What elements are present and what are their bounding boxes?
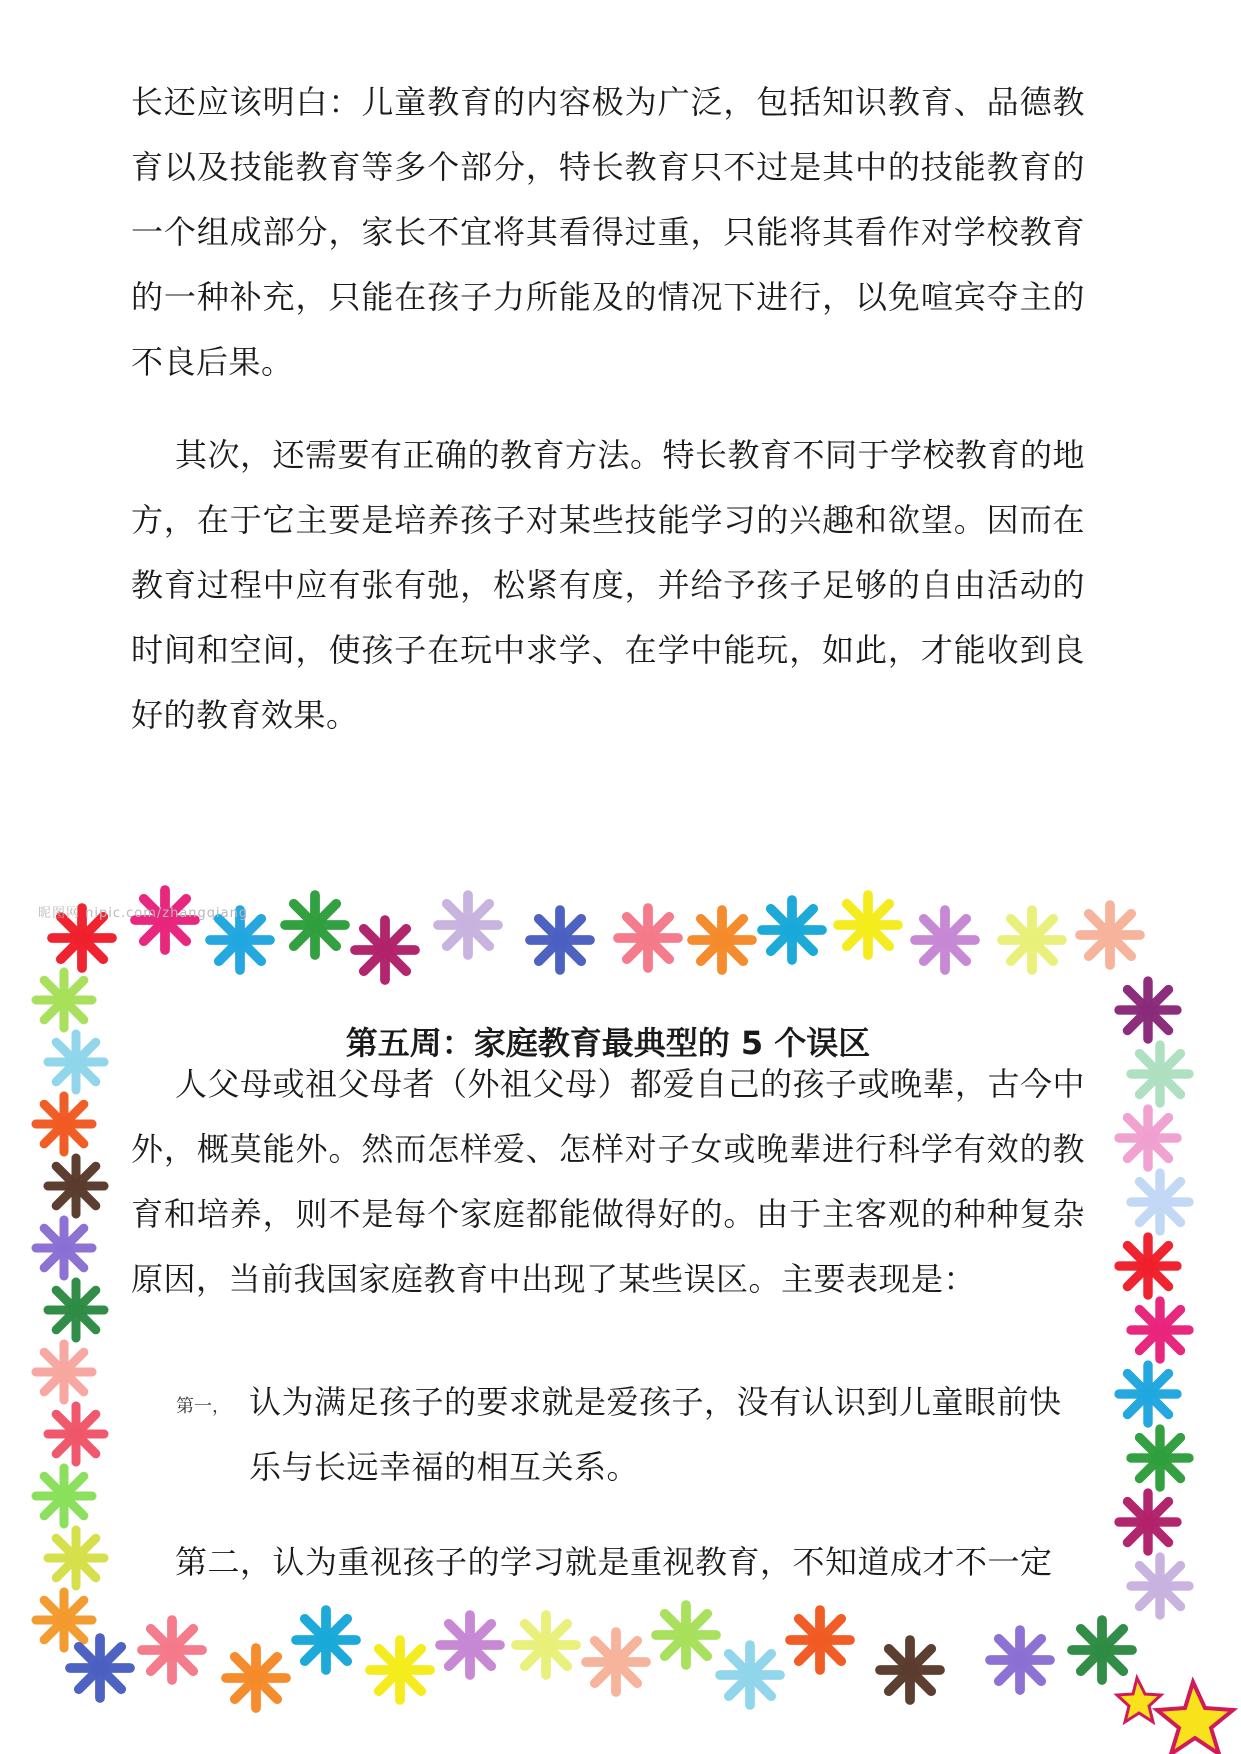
flower-icon (142, 1620, 202, 1680)
flower-icon (1131, 1045, 1189, 1103)
flower-icon (36, 1344, 92, 1400)
flower-icon (1080, 905, 1140, 965)
flower-icon (516, 1615, 576, 1675)
flower-icon (1131, 1301, 1189, 1359)
flower-icon (838, 895, 898, 955)
flower-icon (692, 910, 752, 970)
list-item-marker: 第一， (176, 1396, 230, 1417)
flower-icon (370, 1640, 430, 1700)
flower-icon (762, 900, 822, 960)
flower-icon (1119, 1365, 1177, 1423)
flower-icon (70, 1638, 130, 1698)
flower-icon (48, 1282, 104, 1338)
flower-icon (48, 1530, 104, 1586)
flower-icon (36, 1592, 92, 1648)
flower-icon (790, 1610, 850, 1670)
flower-icon (440, 1615, 500, 1675)
flower-icon (48, 1034, 104, 1090)
flower-icon (1131, 1173, 1189, 1231)
flower-icon (36, 1096, 92, 1152)
flower-icon (226, 1648, 286, 1708)
flower-icon (48, 1406, 104, 1462)
flower-icon (355, 920, 415, 980)
flower-icon (1119, 1493, 1177, 1551)
flower-icon (36, 1220, 92, 1276)
flower-icon (720, 1645, 780, 1705)
star-icon (1111, 1674, 1241, 1754)
body-paragraph-1: 长还应该明白：儿童教育的内容极为广泛，包括知识教育、品德教育以及技能教育等多个部分，特长教育只不过是其中的技能教育的一个组成部分，家长不宜将其看得过重，只能将其看作对学校教育的一种补充，只能在孩子力所能及的情况下进行，以免喧宾夺主的不良后果。 (131, 83, 1085, 381)
flower-icon (880, 1640, 940, 1700)
flower-icon (36, 972, 92, 1028)
flower-icon (1119, 1237, 1177, 1295)
body-paragraph-4: 第二，认为重视孩子的学习就是重视教育，不知道成才不一定 (175, 1543, 1053, 1581)
watermark: 昵图网 nipic.com/zhangqiang (38, 906, 249, 921)
flower-icon (990, 1630, 1050, 1690)
flower-icon (36, 1468, 92, 1524)
list-item-text: 认为满足孩子的要求就是爱孩子，没有认识到儿童眼前快乐与长远幸福的相互关系。 (249, 1383, 1062, 1486)
section-title: 第五周：家庭教育最典型的 5 个误区 (345, 1024, 871, 1062)
flower-icon (438, 895, 498, 955)
flower-icon (1002, 910, 1062, 970)
flower-icon (915, 910, 975, 970)
body-paragraph-2: 其次，还需要有正确的教育方法。特长教育不同于学校教育的地方，在于它主要是培养孩子对某些技能学习的兴趣和欲望。因而在教育过程中应有张有弛，松紧有度，并给予孩子足够的自由活动的时间和空间，使孩子在玩中求学、在学中能玩，如此，才能收到良好的教育效果。 (131, 436, 1086, 734)
flower-icon (296, 1610, 356, 1670)
body-paragraph-3: 人父母或祖父母者（外祖父母）都爱自己的孩子或晚辈，古今中外，概莫能外。然而怎样爱、怎样对子女或晚辈进行科学有效的教育和培养，则不是每个家庭都能做得好的。由于主客观的种种复杂原因，当前我国家庭教育中出现了某些误区。主要表现是： (131, 1065, 1086, 1298)
flower-icon (530, 910, 590, 970)
flower-icon (48, 1158, 104, 1214)
flower-icon (586, 1632, 646, 1692)
flower-icon (618, 908, 678, 968)
flower-icon (1131, 1429, 1189, 1487)
flower-icon (1072, 1620, 1132, 1680)
flower-icon (656, 1605, 716, 1665)
flower-icon (285, 895, 345, 955)
flower-icon (1119, 981, 1177, 1039)
flower-icon (1131, 1557, 1189, 1615)
flower-icon (1119, 1109, 1177, 1167)
flower-border-icon (0, 880, 1241, 1754)
